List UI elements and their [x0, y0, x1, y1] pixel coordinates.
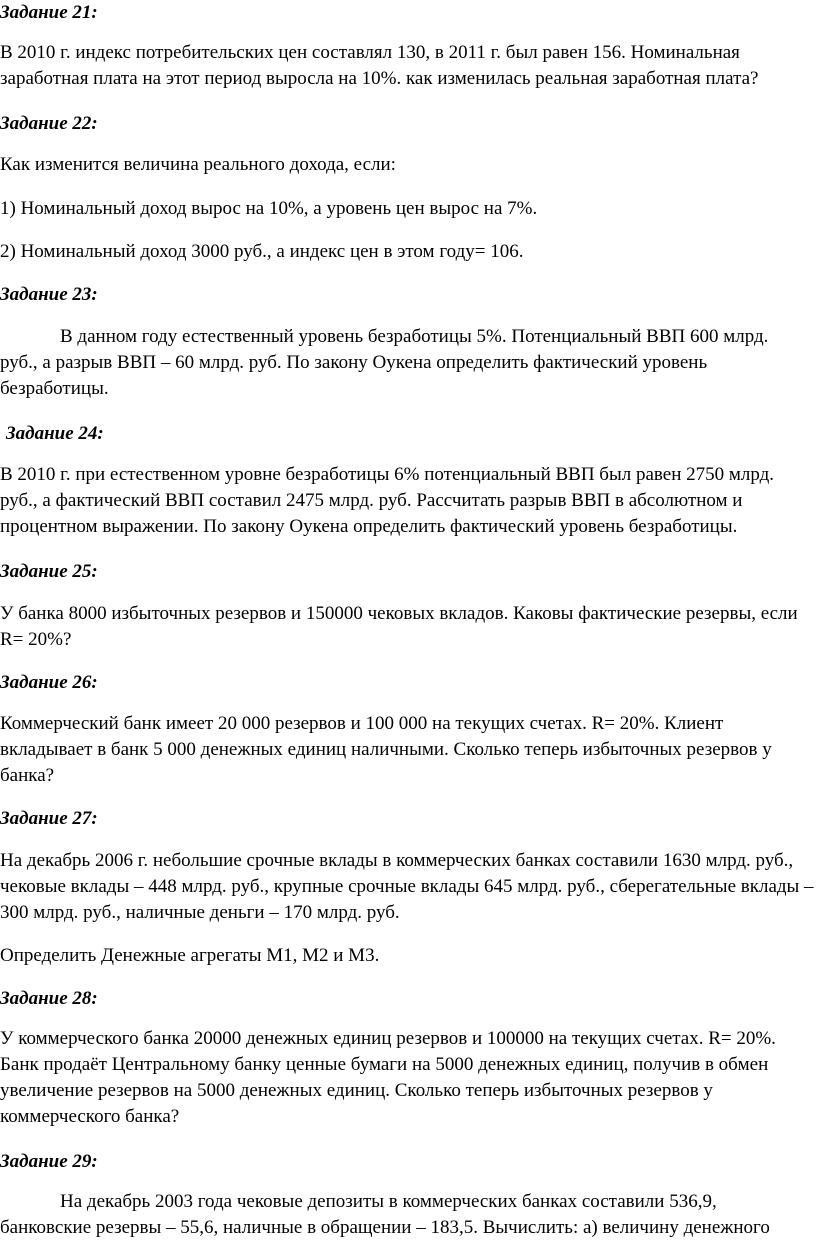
- task-title: Задание 28:: [0, 988, 98, 1009]
- task-27-text-2: [0, 943, 816, 969]
- task-23-text: [0, 324, 790, 402]
- task-title: Задание 29:: [0, 1151, 98, 1172]
- task-title: Задание 27:: [0, 808, 98, 829]
- task-27: [0, 808, 816, 830]
- task-26: [0, 672, 816, 694]
- task-paragraph: Коммерческий банк имеет 20 000 резервов и 100 000 на текущих счетах. R= 20%. Клиент вкладывает в банк 5 000 денежных единиц наличными. Сколько теперь избыточных резервов у банка?: [0, 713, 772, 786]
- task-paragraph: Определить Денежные агрегаты М1, М2 и М3.: [0, 945, 380, 966]
- task-29: [0, 1151, 816, 1173]
- task-25-text: [0, 601, 816, 653]
- task-title: Задание 23:: [0, 284, 98, 305]
- task-26-text: [0, 711, 800, 789]
- task-28-text: [0, 1026, 800, 1130]
- task-title: Задание 26:: [0, 672, 98, 693]
- task-21: [0, 2, 816, 24]
- task-title: Задание 21:: [0, 2, 98, 23]
- task-22-text-1: [0, 152, 810, 178]
- task-21-text: [0, 40, 800, 92]
- task-paragraph: В данном году естественный уровень безработицы 5%. Потенциальный ВВП 600 млрд. руб., а разрыв ВВП – 60 млрд. руб. По закону Оукена определить фактический уровень безработицы.: [0, 326, 769, 399]
- task-paragraph: В 2010 г. при естественном уровне безработицы 6% потенциальный ВВП был равен 2750 млрд. руб., а фактический ВВП составил 2475 млрд. руб. Рассчитать разрыв ВВП в абсолютном и процентном выражении. По закону Оукена определить фактический уровень безработицы.: [0, 464, 775, 537]
- task-paragraph: У банка 8000 избыточных резервов и 150000 чековых вкладов. Каковы фактические резервы, если R= 20%?: [0, 603, 798, 650]
- task-paragraph: У коммерческого банка 20000 денежных единиц резервов и 100000 на текущих счетах. R= 20%. Банк продаёт Центральному банку ценные бумаги на 5000 денежных единиц, получив в обмен увеличение резервов на 5000 денежных единиц. Сколько теперь избыточных резервов у коммерческого банка?: [0, 1028, 776, 1127]
- task-27-text-1: [0, 848, 816, 926]
- task-title: Задание 24:: [6, 423, 104, 444]
- task-paragraph: В 2010 г. индекс потребительских цен составлял 130, в 2011 г. был равен 156. Номинальная заработная плата на этот период выросла на 10%. как изменилась реальная заработная плата?: [0, 42, 759, 89]
- task-paragraph: 1) Номинальный доход вырос на 10%, а уровень цен вырос на 7%.: [0, 198, 538, 219]
- task-paragraph: Как изменится величина реального дохода, если:: [0, 154, 396, 175]
- task-title: Задание 22:: [0, 113, 98, 134]
- task-title: Задание 25:: [0, 561, 98, 582]
- task-22-text-3: [0, 239, 810, 265]
- task-22-text-2: [0, 196, 810, 222]
- task-28: [0, 988, 816, 1010]
- task-24-text: [0, 462, 800, 540]
- task-25: [0, 561, 816, 583]
- task-22: [0, 113, 816, 135]
- task-24: [6, 423, 816, 445]
- task-paragraph: На декабрь 2003 года чековые депозиты в коммерческих банках составили 536,9, банковские резервы – 55,6, наличные в обращении – 183,5. Вычислить: а) величину денежного: [0, 1191, 770, 1238]
- task-paragraph: На декабрь 2006 г. небольшие срочные вклады в коммерческих банках составили 1630 млрд. руб., чековые вклады – 448 млрд. руб., крупные срочные вклады 645 млрд. руб., сберегательные вклады – 300 млрд. руб., наличные деньги – 170 млрд. руб.: [0, 850, 814, 923]
- task-paragraph: 2) Номинальный доход 3000 руб., а индекс цен в этом году= 106.: [0, 241, 524, 262]
- task-29-text: [0, 1189, 790, 1241]
- task-23: [0, 284, 816, 306]
